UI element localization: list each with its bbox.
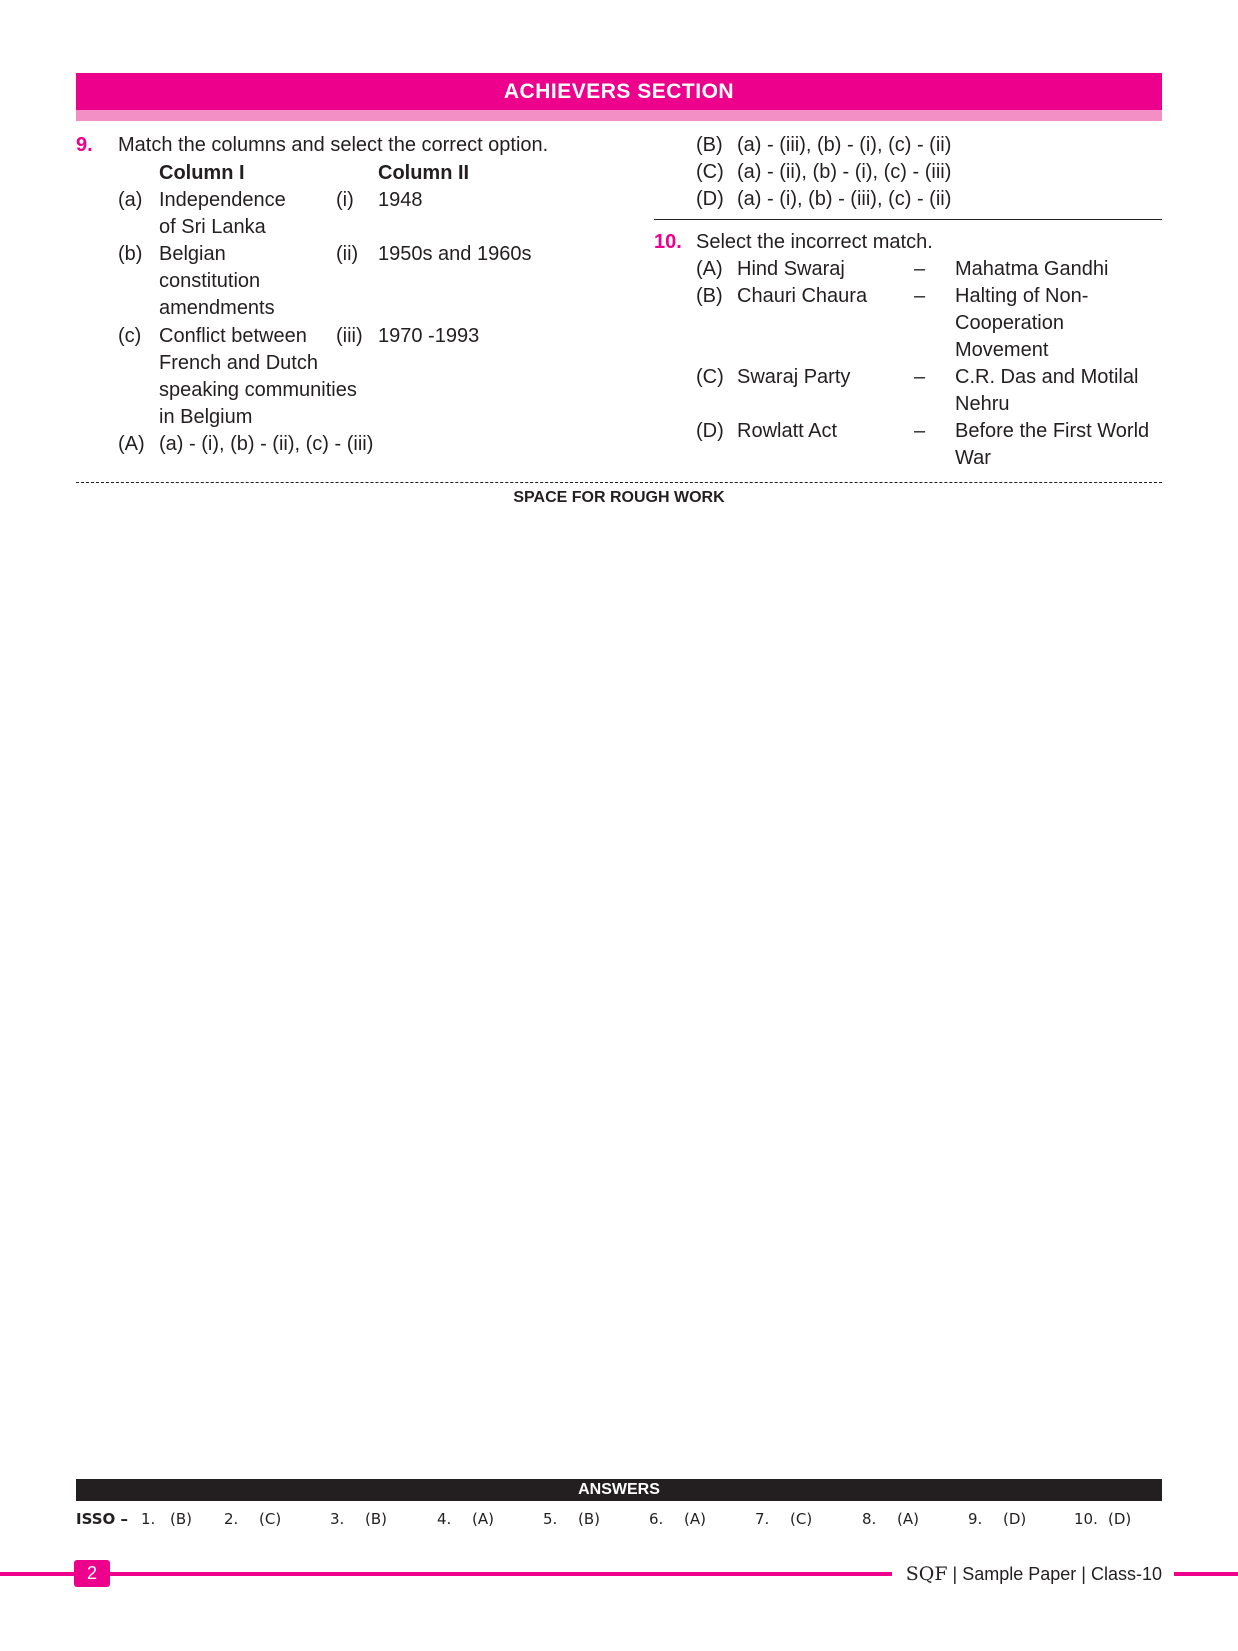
answer-value: (D) [1108,1510,1132,1528]
option-dash: – [914,366,926,388]
row-label: (b) [118,243,143,265]
rough-work-divider [76,482,1162,483]
row-label: (c) [118,325,142,347]
question-divider [654,219,1162,220]
row-col2: 1970 -1993 [378,325,480,347]
option-right: Movement [955,339,1049,361]
option-right: C.R. Das and Motilal [955,366,1139,388]
answer-value: (A) [684,1510,706,1528]
option-dash: – [914,285,926,307]
option-right: Nehru [955,393,1010,415]
option-left: Hind Swaraj [737,258,845,280]
section-title-underline [76,110,1162,121]
answer-value: (C) [790,1510,813,1528]
option-label: (D) [696,188,724,210]
row-col2: 1948 [378,189,423,211]
row-label: (a) [118,189,143,211]
question-number: 9. [76,134,93,156]
option-label: (B) [696,285,723,307]
option-left: Rowlatt Act [737,420,838,442]
row-col1-line: amendments [159,297,275,319]
row-num: (iii) [336,325,363,347]
question-prompt: Match the columns and select the correct option. [118,134,549,156]
option-text: (a) - (i), (b) - (ii), (c) - (iii) [159,433,374,455]
answer-value: (D) [1003,1510,1027,1528]
row-col1-line: Independence [159,189,286,211]
option-label: (D) [696,420,724,442]
row-num: (ii) [336,243,359,265]
answer-number: 5. [543,1510,558,1528]
footer-text: | Sample Paper | Class-10 [952,1564,1162,1584]
option-right: Cooperation [955,312,1064,334]
footer-line-left [0,1572,892,1576]
row-col1-line: of Sri Lanka [159,216,266,238]
row-col1-line: in Belgium [159,406,253,428]
answer-number: 9. [968,1510,983,1528]
answer-number: 8. [862,1510,877,1528]
answer-value: (B) [578,1510,600,1528]
answer-number: 7. [755,1510,770,1528]
option-text: (a) - (i), (b) - (iii), (c) - (ii) [737,188,952,210]
row-col2: 1950s and 1960s [378,243,532,265]
answer-value: (A) [897,1510,919,1528]
sof-logo: SQF [905,1563,948,1585]
row-col1-line: Belgian [159,243,226,265]
option-label: (A) [118,433,145,455]
option-label: (B) [696,134,723,156]
answers-title: ANSWERS [76,1479,1162,1501]
option-right: Halting of Non- [955,285,1089,307]
answer-value: (B) [365,1510,387,1528]
question-number: 10. [654,231,682,253]
option-text: (a) - (iii), (b) - (i), (c) - (ii) [737,134,952,156]
answer-number: 10. [1074,1510,1098,1528]
row-col1-line: speaking communities [159,379,357,401]
option-label: (C) [696,366,724,388]
footer-line-right [1174,1572,1238,1576]
rough-work-label: SPACE FOR ROUGH WORK [513,489,725,506]
answer-value: (A) [472,1510,494,1528]
option-text: (a) - (ii), (b) - (i), (c) - (iii) [737,161,952,183]
option-right: Mahatma Gandhi [955,258,1109,280]
footer-label [900,1561,1162,1587]
option-label: (C) [696,161,724,183]
option-left: Swaraj Party [737,366,851,388]
answer-number: 3. [330,1510,345,1528]
option-dash: – [914,258,926,280]
row-col1-line: constitution [159,270,261,292]
row-col1-line: French and Dutch [159,352,318,374]
page-number: 2 [74,1560,110,1587]
answer-number: 6. [649,1510,664,1528]
option-left: Chauri Chaura [737,285,868,307]
column-2-header: Column II [378,162,470,184]
answer-value: (C) [259,1510,282,1528]
section-title: ACHIEVERS SECTION [76,73,1162,110]
option-label: (A) [696,258,723,280]
answer-number: 1. [141,1510,156,1528]
option-right: War [955,447,991,469]
answer-number: 4. [437,1510,452,1528]
column-1-header: Column I [159,162,245,184]
answer-number: 2. [224,1510,239,1528]
option-right: Before the First World [955,420,1150,442]
answers-prefix: ISSO – [76,1510,128,1528]
row-num: (i) [336,189,354,211]
row-col1-line: Conflict between [159,325,307,347]
option-dash: – [914,420,926,442]
answer-value: (B) [170,1510,192,1528]
question-prompt: Select the incorrect match. [696,231,933,253]
